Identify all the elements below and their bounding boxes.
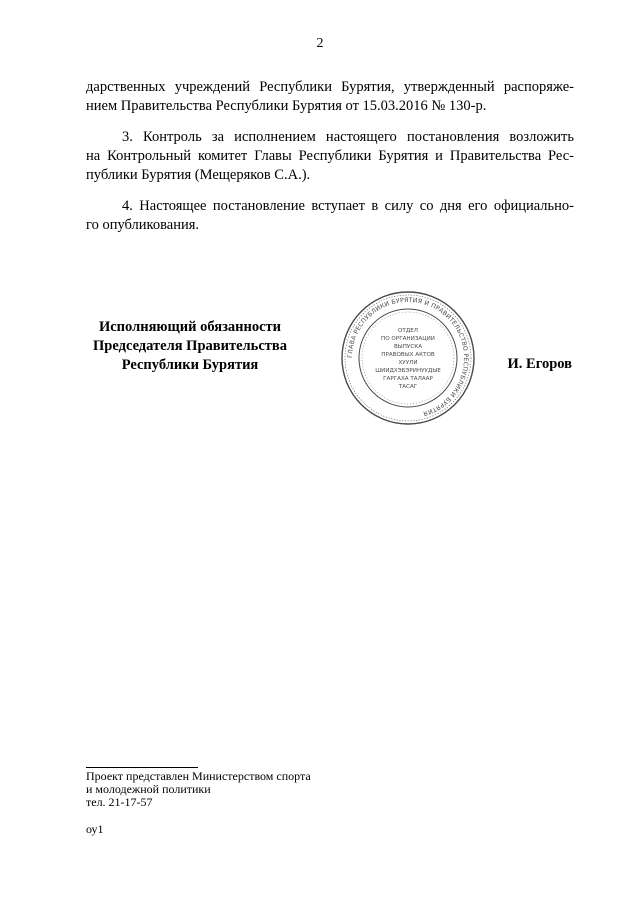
footnote-line: тел. 21-17-57 — [86, 795, 153, 809]
document-code: оу1 — [86, 822, 104, 836]
footnote-divider — [86, 767, 198, 768]
paragraph-line: 4. Настоящее постановление вступает в силу со дня его официально- — [122, 198, 574, 214]
signatory-line: Республики Бурятия — [121, 357, 259, 373]
signatory-line: Председателя Правительства — [93, 338, 287, 354]
footnote-line: Проект представлен Министерством спорта — [86, 769, 311, 783]
seal-inner-line: ШИИДХЭБЭРИНУУДЫЕ — [375, 368, 441, 374]
paragraph-item-3 — [86, 128, 574, 185]
signatory-line: Исполняющий обязанности — [98, 319, 282, 335]
seal-inner-line: ОТДЕЛ — [398, 328, 418, 334]
seal-inner-line: ПО ОРГАНИЗАЦИИ — [381, 336, 435, 342]
signatory-title — [60, 318, 320, 375]
seal-inner-line: ХУУЛИ — [398, 360, 418, 366]
seal-inner-line: ВЫПУСКА — [393, 344, 423, 350]
footnote — [86, 770, 311, 809]
paragraph-line: 3. Контроль за исполнением настоящего постановления возложить — [122, 129, 574, 145]
paragraph-line: го опубликования. — [86, 217, 200, 233]
seal-inner-line: ПРАВОВЫХ АКТОВ — [381, 352, 435, 358]
paragraph-continuation — [86, 78, 574, 116]
paragraph-line: дарственных учреждений Республики Бурятия, утвержденный распоряже- — [86, 79, 574, 95]
seal-inner-line: ТАСАГ — [398, 384, 418, 390]
paragraph-line: на Контрольный комитет Главы Республики Бурятия и Правительства Рес- — [86, 148, 574, 164]
paragraph-line: нием Правительства Республики Бурятия от 15.03.2016 № 130-р. — [86, 98, 487, 114]
footnote-line: и молодежной политики — [86, 782, 211, 796]
seal-ring-text: ГЛАВА РЕСПУБЛИКИ БУРЯТИЯ И ПРАВИТЕЛЬСТВО РЕСПУБЛИКИ БУРЯТИЯ — [346, 296, 470, 417]
paragraph-line: публики Бурятия (Мещеряков С.А.). — [86, 167, 311, 183]
seal-inner-line: ГАРГАХА ТАЛААР — [383, 376, 433, 382]
signer-name: И. Егоров — [507, 356, 572, 372]
official-seal-stamp — [340, 290, 476, 426]
paragraph-item-4 — [86, 197, 574, 235]
page-number: 2 — [316, 36, 324, 51]
